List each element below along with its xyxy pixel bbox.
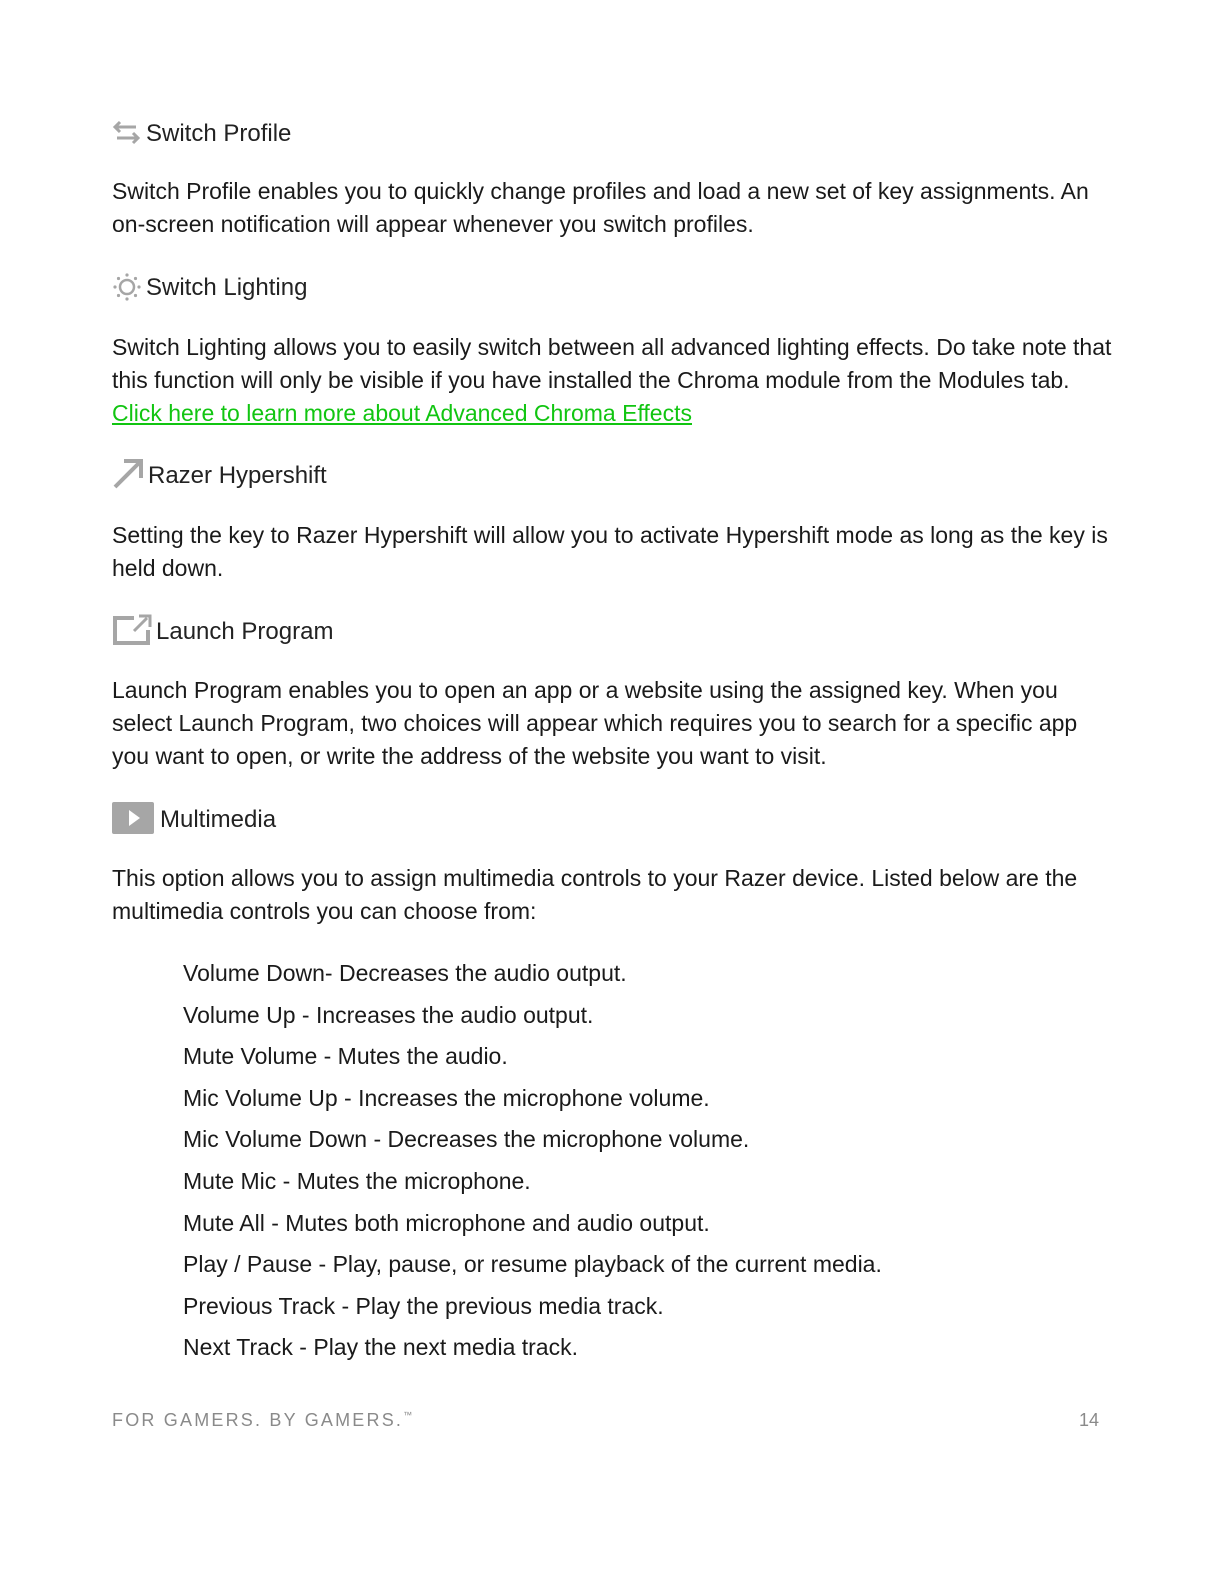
switch-lighting-title: Switch Lighting bbox=[146, 274, 308, 301]
play-icon bbox=[112, 802, 154, 834]
list-item: Previous Track - Play the previous media track. bbox=[183, 1292, 664, 1319]
launch-program-description: Launch Program enables you to open an app or a website using the assigned key. When you select Launch Program, two choices will appear which requires you to search for a specific app you want to open, or write the address of the website you want to visit. bbox=[112, 677, 1078, 769]
hypershift-title: Razer Hypershift bbox=[148, 462, 327, 489]
lighting-sun-icon bbox=[112, 272, 142, 302]
list-item: Mute All - Mutes both microphone and audio output. bbox=[183, 1209, 710, 1236]
multimedia-title: Multimedia bbox=[160, 806, 277, 833]
multimedia-description: This option allows you to assign multimedia controls to your Razer device. Listed below are the multimedia controls you can choose from: bbox=[112, 865, 1078, 924]
list-item: Play / Pause - Play, pause, or resume playback of the current media. bbox=[183, 1251, 882, 1278]
list-item: Mic Volume Up - Increases the microphone volume. bbox=[183, 1084, 710, 1111]
switch-profile-title: Switch Profile bbox=[146, 120, 292, 147]
list-item: Mute Volume - Mutes the audio. bbox=[183, 1043, 508, 1070]
launch-program-icon bbox=[112, 614, 152, 646]
launch-program-heading bbox=[112, 606, 333, 646]
footer-tagline: FOR GAMERS. BY GAMERS.™ bbox=[112, 1410, 413, 1430]
hypershift-description: Setting the key to Razer Hypershift will allow you to activate Hypershift mode as long as the key is held down. bbox=[112, 522, 1108, 581]
trademark-symbol: ™ bbox=[403, 1410, 413, 1420]
hypershift-heading bbox=[112, 450, 327, 490]
launch-program-title: Launch Program bbox=[156, 618, 334, 645]
diagonal-arrow-icon bbox=[112, 458, 144, 490]
advanced-chroma-effects-link[interactable]: Click here to learn more about Advanced Chroma Effects bbox=[112, 400, 692, 426]
multimedia-controls-list bbox=[183, 953, 882, 1369]
list-item: Volume Up - Increases the audio output. bbox=[183, 1001, 594, 1028]
switch-profile-heading bbox=[112, 108, 291, 148]
list-item: Mute Mic - Mutes the microphone. bbox=[183, 1167, 531, 1194]
switch-profile-description: Switch Profile enables you to quickly change profiles and load a new set of key assignments. An on-screen notification will appear whenever you switch profiles. bbox=[112, 178, 1089, 237]
switch-lighting-heading bbox=[112, 262, 307, 302]
list-item: Next Track - Play the next media track. bbox=[183, 1334, 578, 1361]
switch-profile-icon bbox=[112, 118, 142, 148]
switch-lighting-description: Switch Lighting allows you to easily switch between all advanced lighting effects. Do take note that this function will only be visible if you have installed the Chroma module from the Modules tab. Click here to learn more about Advanced Chroma Effects bbox=[112, 331, 1112, 430]
page-number: 14 bbox=[1078, 1410, 1099, 1430]
list-item: Mic Volume Down - Decreases the microphone volume. bbox=[183, 1126, 750, 1153]
multimedia-heading bbox=[112, 794, 276, 834]
list-item: Volume Down- Decreases the audio output. bbox=[183, 960, 627, 986]
